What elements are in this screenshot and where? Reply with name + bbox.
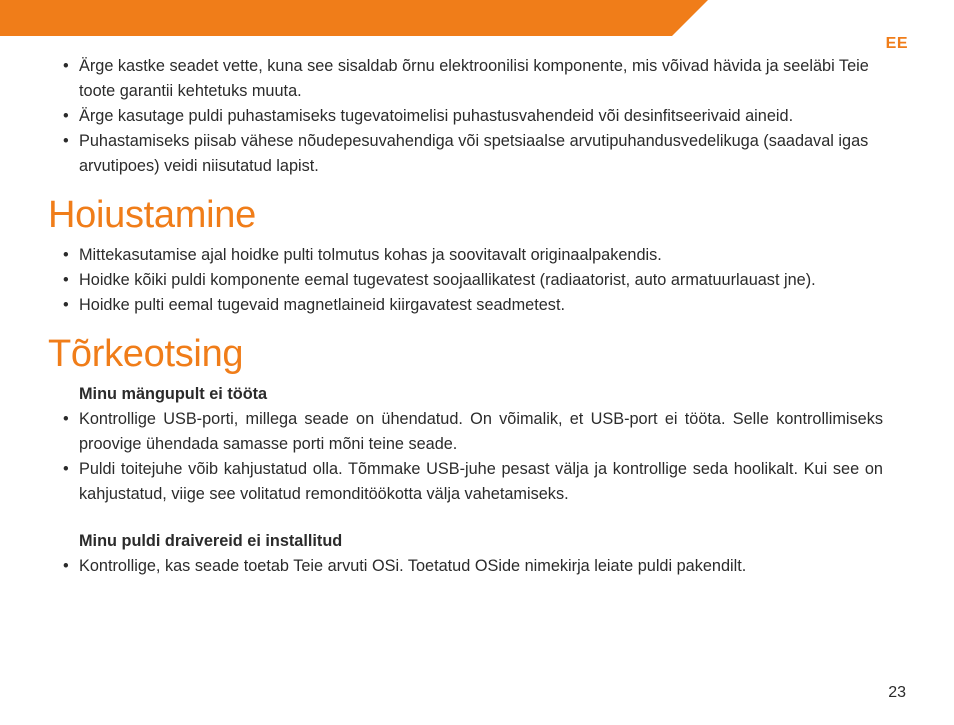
page-content — [49, 54, 883, 579]
issue-heading: Minu puldi draivereid ei installitud — [79, 532, 343, 550]
bullet-icon: • — [63, 410, 69, 428]
bullet-icon: • — [63, 557, 69, 575]
list-item — [49, 293, 883, 318]
bullet-icon: • — [63, 132, 69, 150]
bullet-icon: • — [63, 296, 69, 314]
list-item-text: Hoidke kõiki puldi komponente eemal tugevatest soojaallikatest (radiaatorist, auto armatuurlauast jne). — [79, 271, 816, 289]
issue-heading: Minu mängupult ei tööta — [79, 385, 268, 403]
list-item — [49, 457, 883, 507]
bullet-icon: • — [63, 271, 69, 289]
list-item — [49, 104, 883, 129]
list-item-text: Puhastamiseks piisab vähese nõudepesuvahendiga või spetsiaalse arvutipuhandusvedelikuga (saadaval igas arvutipoes) veidi niisutatud lapist. — [79, 132, 869, 175]
language-tag: EE — [885, 35, 908, 52]
list-item — [49, 554, 883, 579]
list-item — [49, 407, 883, 457]
list-item — [49, 54, 883, 104]
page-number: 23 — [888, 684, 906, 701]
spacer — [49, 507, 883, 529]
header-bar — [0, 0, 954, 36]
bullet-icon: • — [63, 107, 69, 125]
list-item-text: Ärge kasutage puldi puhastamiseks tugevatoimelisi puhastusvahendeid või desinfitseerivaid aineid. — [79, 107, 794, 125]
issue-list — [49, 554, 883, 579]
list-item-text: Hoidke pulti eemal tugevaid magnetlaineid kiirgavatest seadmetest. — [79, 296, 565, 314]
list-item — [49, 243, 883, 268]
section-title-troubleshooting: Tõrkeotsing — [48, 333, 244, 375]
list-item-text: Kontrollige USB-porti, millega seade on ühendatud. On võimalik, et USB-port ei tööta. Selle kontrollimiseks proovige ühendada samasse porti mõni teine seade. — [79, 410, 883, 453]
list-item-text: Puldi toitejuhe võib kahjustatud olla. Tõmmake USB-juhe pesast välja ja kontrollige seda hoolikalt. Kui see on kahjustatud, viige see volitatud remonditöökotta välja vahetamiseks. — [79, 460, 883, 503]
bullet-icon: • — [63, 57, 69, 75]
bullet-icon: • — [63, 460, 69, 478]
list-item-text: Mittekasutamise ajal hoidke pulti tolmutus kohas ja soovitavalt originaalpakendis. — [79, 246, 662, 264]
bullet-icon: • — [63, 246, 69, 264]
list-item — [49, 268, 883, 293]
list-item — [49, 129, 883, 179]
cleaning-list — [49, 54, 883, 179]
storage-list — [49, 243, 883, 318]
list-item-text: Ärge kastke seadet vette, kuna see sisaldab õrnu elektroonilisi komponente, mis võivad hävida ja seeläbi Teie toote garantii kehtetuks muuta. — [79, 57, 869, 100]
issue-list — [49, 407, 883, 507]
header-bar-shape — [0, 0, 954, 36]
section-title-storage: Hoiustamine — [48, 194, 256, 236]
list-item-text: Kontrollige, kas seade toetab Teie arvuti OSi. Toetatud OSide nimekirja leiate puldi pakendilt. — [79, 557, 747, 575]
header-bar-fill — [0, 0, 708, 36]
